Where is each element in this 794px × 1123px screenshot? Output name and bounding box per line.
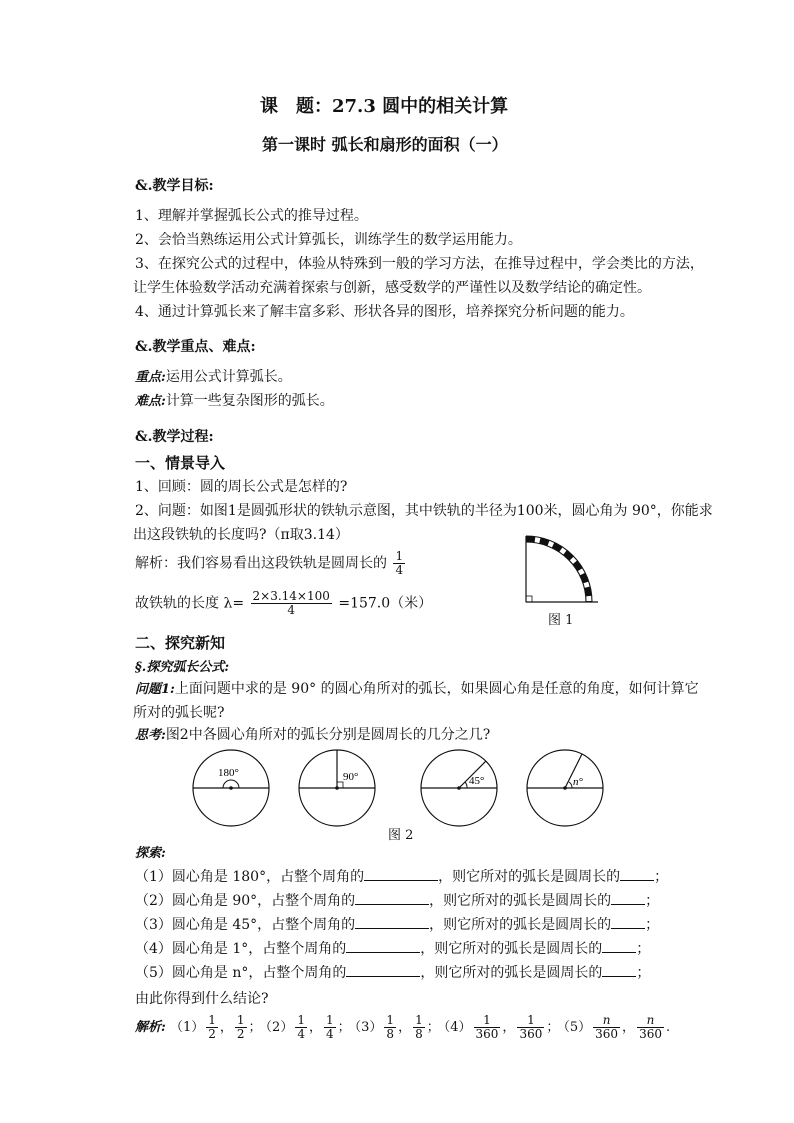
probe-text: ； bbox=[636, 965, 651, 981]
length-result: =157.0（米） bbox=[338, 595, 433, 612]
problem-1-line1 bbox=[135, 678, 699, 698]
answer-separator: ； bbox=[426, 1020, 440, 1035]
fraction-denominator: 360 bbox=[519, 1027, 543, 1041]
separator: ， bbox=[502, 1020, 516, 1035]
fraction-denominator: 4 bbox=[395, 563, 404, 577]
fraction-denominator: 360 bbox=[595, 1027, 619, 1041]
goal-item: 4、通过计算弧长来了解丰富多彩、形状各异的图形，培养探究分析问题的能力。 bbox=[135, 304, 634, 320]
answer-blank[interactable] bbox=[346, 940, 420, 953]
probe-row bbox=[135, 914, 659, 934]
figure-1-railway-diagram bbox=[520, 532, 600, 608]
figure-1-caption: 图 1 bbox=[548, 613, 574, 628]
answer-blank[interactable] bbox=[602, 940, 636, 953]
circle-90 bbox=[299, 750, 375, 826]
probe-text: （4）圆心角是 1°，占整个周角的 bbox=[135, 941, 347, 957]
probe-text: ，则它所对的弧长是圆周长的 bbox=[420, 965, 603, 981]
probe-text: ； bbox=[645, 917, 660, 933]
fraction-denominator: 2 bbox=[208, 1027, 216, 1041]
answer-blank[interactable] bbox=[364, 868, 438, 881]
fraction-numerator: n bbox=[637, 1014, 664, 1028]
formula-heading: §.探究弧长公式: bbox=[135, 660, 230, 675]
answer-blank[interactable] bbox=[346, 964, 420, 977]
key-point bbox=[135, 366, 292, 386]
fraction bbox=[593, 1014, 620, 1041]
problem-label: 问题1: bbox=[135, 682, 175, 697]
probe-text: ，则它所对的弧长是圆周长的 bbox=[438, 869, 621, 885]
goal-item: 让学生体验数学活动充满着探索与创新，感受数学的严谨性以及数学结论的确定性。 bbox=[133, 280, 651, 296]
keypoints-heading: &.教学重点、难点: bbox=[135, 339, 256, 355]
length-line bbox=[135, 590, 432, 617]
angle-label: 90° bbox=[343, 771, 359, 783]
probe-text: （3）圆心角是 45°，占整个周角的 bbox=[135, 917, 356, 933]
probe-text: （2）圆心角是 90°，占整个周角的 bbox=[135, 893, 356, 909]
probe-row bbox=[135, 938, 650, 958]
fraction-numerator: 1 bbox=[325, 1013, 334, 1027]
fraction bbox=[251, 590, 332, 617]
answer-blank[interactable] bbox=[611, 892, 645, 905]
section-explore-heading: 二、探究新知 bbox=[135, 634, 226, 652]
probe-text: ； bbox=[654, 869, 669, 885]
fraction-denominator: 360 bbox=[639, 1027, 662, 1041]
answer-tag: （2） bbox=[265, 1020, 294, 1035]
figure-2-circles bbox=[185, 748, 605, 830]
key-text: 运用公式计算弧长。 bbox=[165, 369, 292, 385]
answer-tag: （5） bbox=[563, 1020, 592, 1035]
problem-1-line2: 所对的弧长呢? bbox=[133, 705, 225, 721]
angle-label: n° bbox=[573, 776, 583, 788]
angle-label: 45° bbox=[469, 775, 485, 787]
probe-text: ，则它所对的弧长是圆周长的 bbox=[429, 893, 612, 909]
answer-tag: （4） bbox=[443, 1020, 472, 1035]
think-text: 图2中各圆心角所对的弧长分别是圆周长的几分之几? bbox=[165, 727, 491, 743]
conclusion-question: 由此你得到什么结论? bbox=[135, 991, 269, 1007]
fraction bbox=[324, 1014, 336, 1041]
answer-separator: . bbox=[665, 1020, 671, 1035]
probe-text: （1）圆心角是 180°，占整个周角的 bbox=[135, 869, 365, 885]
circle-45 bbox=[421, 750, 497, 826]
fraction-numerator: 1 bbox=[236, 1013, 245, 1027]
fraction-numerator: 1 bbox=[474, 1014, 501, 1028]
answer-item bbox=[443, 1013, 560, 1041]
key-label: 重点: bbox=[135, 370, 166, 385]
page-title: 课 题：27.3 圆中的相关计算 bbox=[260, 96, 509, 117]
problem-text: 上面问题中求的是 90° 的圆心角所对的弧长，如果圆心角是任意的角度，如何计算它 bbox=[174, 681, 699, 697]
probe-text: （5）圆心角是 n°，占整个周角的 bbox=[135, 965, 347, 981]
question-2-line1: 2、问题：如图1是圆弧形状的铁轨示意图，其中铁轨的半径为100米，圆心角为 90°，你能求 bbox=[135, 503, 713, 519]
fraction bbox=[393, 550, 405, 577]
think-line bbox=[135, 724, 490, 744]
circle-180 bbox=[193, 750, 269, 826]
fraction-numerator: n bbox=[593, 1014, 620, 1028]
answer-separator: ； bbox=[546, 1020, 560, 1035]
goals-heading: &.教学目标: bbox=[135, 178, 214, 194]
fraction bbox=[295, 1014, 307, 1041]
fraction-denominator: 8 bbox=[415, 1027, 423, 1041]
fraction-numerator: 2×3.14×100 bbox=[252, 589, 330, 603]
answer-blank[interactable] bbox=[611, 916, 645, 929]
fraction-numerator: 1 bbox=[517, 1014, 544, 1028]
think-label: 思考: bbox=[135, 728, 166, 743]
probe-row bbox=[135, 866, 668, 886]
process-heading: &.教学过程: bbox=[135, 429, 214, 445]
page-subtitle: 第一课时 弧长和扇形的面积（一） bbox=[262, 135, 508, 154]
fraction-denominator: 4 bbox=[325, 1027, 334, 1041]
answer-blank[interactable] bbox=[620, 868, 654, 881]
answer-item bbox=[169, 1013, 262, 1041]
circle-n bbox=[527, 750, 603, 826]
analysis-line bbox=[135, 550, 407, 577]
answer-item bbox=[563, 1013, 671, 1041]
fraction-denominator: 4 bbox=[297, 1027, 305, 1041]
probe-row bbox=[135, 890, 659, 910]
probe-text: ； bbox=[645, 893, 660, 909]
section-intro-heading: 一、情景导入 bbox=[135, 454, 226, 472]
fraction-numerator: 1 bbox=[395, 549, 404, 563]
answer-item bbox=[265, 1013, 351, 1041]
answer-separator: ； bbox=[248, 1020, 262, 1035]
analysis-text: 解析：我们容易看出这段铁轨是圆周长的 bbox=[135, 555, 387, 572]
length-text: 故铁轨的长度 λ= bbox=[135, 595, 245, 612]
fraction bbox=[474, 1014, 501, 1041]
separator: ， bbox=[308, 1020, 322, 1035]
answer-list bbox=[169, 1013, 674, 1041]
answer-tag: （3） bbox=[354, 1020, 383, 1035]
fraction bbox=[384, 1014, 396, 1041]
fraction-denominator: 360 bbox=[475, 1027, 499, 1041]
difficult-point bbox=[135, 390, 334, 410]
answer-tag: （1） bbox=[169, 1020, 205, 1035]
question-1: 1、回顾：圆的周长公式是怎样的? bbox=[135, 479, 348, 495]
figure-2-caption: 图 2 bbox=[388, 828, 414, 843]
fraction bbox=[517, 1014, 544, 1041]
answer-separator: ； bbox=[337, 1020, 351, 1035]
fraction-numerator: 1 bbox=[386, 1013, 395, 1027]
fraction bbox=[206, 1014, 218, 1041]
difficult-label: 难点: bbox=[135, 394, 166, 409]
probe-row bbox=[135, 962, 650, 982]
answer-label: 解析: bbox=[135, 1020, 166, 1035]
answer-blank[interactable] bbox=[355, 892, 429, 905]
answer-line bbox=[135, 1014, 674, 1041]
fraction bbox=[235, 1014, 247, 1041]
goal-item: 3、在探究公式的过程中，体验从特殊到一般的学习方法，在推导过程中，学会类比的方法， bbox=[135, 256, 704, 272]
fraction-denominator: 2 bbox=[236, 1027, 245, 1041]
fraction bbox=[413, 1014, 425, 1041]
goal-item: 1、理解并掌握弧长公式的推导过程。 bbox=[135, 208, 368, 224]
separator: ， bbox=[398, 1020, 412, 1035]
fraction-numerator: 1 bbox=[297, 1013, 305, 1027]
fraction-numerator: 1 bbox=[415, 1013, 423, 1027]
fraction bbox=[637, 1014, 664, 1041]
difficult-text: 计算一些复杂图形的弧长。 bbox=[165, 393, 334, 409]
angle-label: 180° bbox=[218, 767, 239, 779]
question-2-line2: 出这段铁轨的长度吗?（π取3.14） bbox=[133, 527, 349, 543]
fraction-denominator: 8 bbox=[386, 1027, 395, 1041]
fraction-numerator: 1 bbox=[208, 1013, 216, 1027]
separator: ， bbox=[219, 1020, 233, 1035]
fraction-denominator: 4 bbox=[287, 603, 296, 617]
answer-blank[interactable] bbox=[602, 964, 636, 977]
answer-blank[interactable] bbox=[355, 916, 429, 929]
probe-label: 探索: bbox=[135, 846, 166, 861]
probe-text: ，则它所对的弧长是圆周长的 bbox=[429, 917, 612, 933]
probe-text: ； bbox=[636, 941, 651, 957]
answer-item bbox=[354, 1013, 440, 1041]
separator: ， bbox=[622, 1020, 636, 1035]
goal-item: 2、会恰当熟练运用公式计算弧长，训练学生的数学运用能力。 bbox=[135, 232, 522, 248]
probe-text: ，则它所对的弧长是圆周长的 bbox=[420, 941, 603, 957]
